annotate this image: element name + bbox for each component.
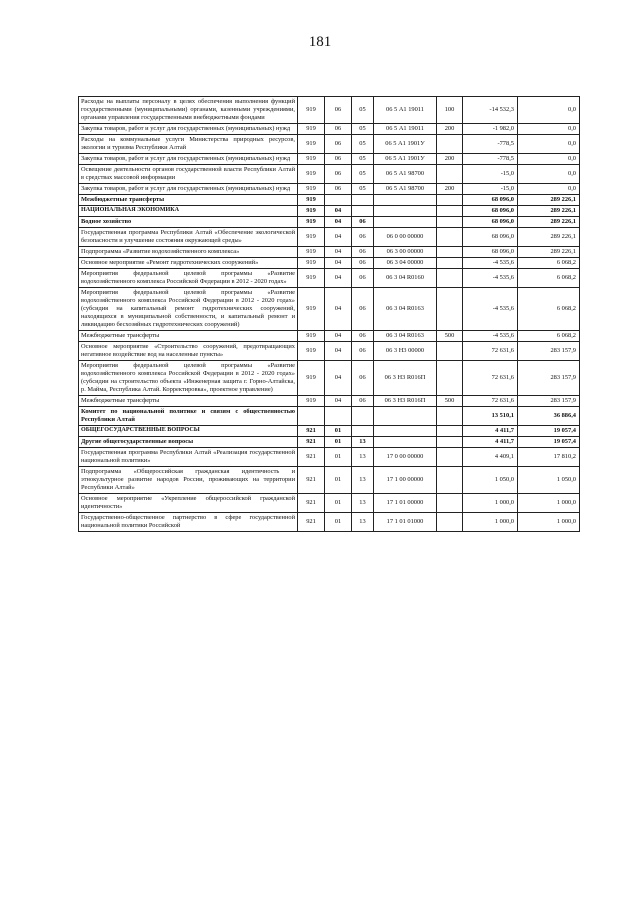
expense-type-cell: 100 [437, 97, 463, 124]
target-article-cell: 06 3 04 R0163 [374, 288, 437, 331]
subsection-code-cell [352, 426, 374, 437]
section-code-cell: 01 [325, 426, 352, 437]
amount-year-1-cell: 68 096,0 [463, 195, 518, 206]
amount-year-1-cell: 68 096,0 [463, 217, 518, 228]
amount-year-1-cell: -4 535,6 [463, 288, 518, 331]
table-row [79, 448, 580, 467]
expense-type-cell: 200 [437, 184, 463, 195]
amount-year-2-cell: 6 068,2 [518, 331, 580, 342]
expense-type-cell [437, 426, 463, 437]
amount-year-2-cell: 17 810,2 [518, 448, 580, 467]
section-code-cell: 04 [325, 288, 352, 331]
target-article-cell [374, 437, 437, 448]
target-article-cell: 06 5 А1 19011 [374, 97, 437, 124]
section-code-cell: 04 [325, 217, 352, 228]
section-code-cell: 04 [325, 331, 352, 342]
target-article-cell: 06 5 А1 1901У [374, 154, 437, 165]
table-row [79, 437, 580, 448]
expense-type-cell [437, 342, 463, 361]
table-row [79, 426, 580, 437]
ministry-code-cell: 919 [298, 342, 325, 361]
amount-year-1-cell: 13 510,1 [463, 407, 518, 426]
subsection-code-cell: 06 [352, 396, 374, 407]
target-article-cell: 06 3 04 00000 [374, 258, 437, 269]
row-name-cell: Расходы на коммунальные услуги Министерства природных ресурсов, экологии и туризма Республики Алтай [79, 135, 298, 154]
expense-type-cell: 500 [437, 396, 463, 407]
expense-type-cell [437, 269, 463, 288]
amount-year-1-cell: -4 535,6 [463, 258, 518, 269]
table-row [79, 407, 580, 426]
ministry-code-cell: 919 [298, 165, 325, 184]
target-article-cell: 06 5 А1 1901У [374, 135, 437, 154]
expense-type-cell [437, 494, 463, 513]
target-article-cell: 06 3 00 00000 [374, 247, 437, 258]
expense-type-cell [437, 217, 463, 228]
amount-year-1-cell: 4 411,7 [463, 426, 518, 437]
table-row [79, 467, 580, 494]
amount-year-2-cell: 0,0 [518, 135, 580, 154]
section-code-cell: 06 [325, 97, 352, 124]
amount-year-2-cell: 1 000,0 [518, 494, 580, 513]
table-row [79, 288, 580, 331]
row-name-cell: Закупка товаров, работ и услуг для государственных (муниципальных) нужд [79, 184, 298, 195]
amount-year-1-cell: 4 411,7 [463, 437, 518, 448]
ministry-code-cell: 919 [298, 331, 325, 342]
row-name-cell: Расходы на выплаты персоналу в целях обеспечения выполнения функций государственными (муниципальными) органами, казенными учреждениями, органами управления государственными внебюджетными фондами [79, 97, 298, 124]
target-article-cell [374, 407, 437, 426]
subsection-code-cell: 06 [352, 228, 374, 247]
subsection-code-cell: 06 [352, 288, 374, 331]
subsection-code-cell: 05 [352, 135, 374, 154]
ministry-code-cell: 919 [298, 184, 325, 195]
ministry-code-cell: 919 [298, 154, 325, 165]
target-article-cell: 06 3 Н3 00000 [374, 342, 437, 361]
subsection-code-cell [352, 206, 374, 217]
target-article-cell: 06 5 А1 19011 [374, 124, 437, 135]
subsection-code-cell: 05 [352, 154, 374, 165]
section-code-cell: 04 [325, 206, 352, 217]
amount-year-1-cell: 4 409,1 [463, 448, 518, 467]
amount-year-2-cell: 19 057,4 [518, 426, 580, 437]
row-name-cell: Закупка товаров, работ и услуг для государственных (муниципальных) нужд [79, 154, 298, 165]
amount-year-2-cell: 6 068,2 [518, 269, 580, 288]
table-row [79, 331, 580, 342]
subsection-code-cell: 13 [352, 513, 374, 532]
target-article-cell: 17 1 01 00000 [374, 494, 437, 513]
ministry-code-cell: 921 [298, 494, 325, 513]
target-article-cell: 06 3 04 R0163 [374, 331, 437, 342]
amount-year-2-cell: 283 157,9 [518, 396, 580, 407]
subsection-code-cell: 05 [352, 165, 374, 184]
section-code-cell: 01 [325, 437, 352, 448]
amount-year-2-cell: 283 157,9 [518, 342, 580, 361]
subsection-code-cell: 13 [352, 437, 374, 448]
subsection-code-cell: 05 [352, 97, 374, 124]
target-article-cell [374, 206, 437, 217]
section-code-cell: 06 [325, 135, 352, 154]
table-body [79, 97, 580, 532]
row-name-cell: ОБЩЕГОСУДАРСТВЕННЫЕ ВОПРОСЫ [79, 426, 298, 437]
table-row [79, 154, 580, 165]
expense-type-cell [437, 513, 463, 532]
ministry-code-cell: 919 [298, 269, 325, 288]
target-article-cell: 06 3 04 R0160 [374, 269, 437, 288]
amount-year-1-cell: -4 535,6 [463, 331, 518, 342]
target-article-cell: 06 5 А1 98700 [374, 184, 437, 195]
row-name-cell: Комитет по национальной политике и связям с общественностью Республики Алтай [79, 407, 298, 426]
expense-type-cell [437, 247, 463, 258]
section-code-cell: 01 [325, 448, 352, 467]
expense-type-cell [437, 195, 463, 206]
expense-type-cell: 500 [437, 331, 463, 342]
ministry-code-cell: 921 [298, 437, 325, 448]
amount-year-2-cell: 0,0 [518, 97, 580, 124]
section-code-cell: 04 [325, 342, 352, 361]
ministry-code-cell: 919 [298, 396, 325, 407]
amount-year-2-cell: 1 000,0 [518, 513, 580, 532]
ministry-code-cell [298, 407, 325, 426]
target-article-cell: 06 0 00 00000 [374, 228, 437, 247]
row-name-cell: Подпрограмма «Общероссийская гражданская идентичность и этнокультурное развитие народов России, проживающих на территории Республики Алтай» [79, 467, 298, 494]
subsection-code-cell: 13 [352, 494, 374, 513]
target-article-cell: 06 5 А1 98700 [374, 165, 437, 184]
row-name-cell: Государственная программа Республики Алтай «Обеспечение экологической безопасности и улучшение состояния окружающей среды» [79, 228, 298, 247]
amount-year-2-cell: 289 226,1 [518, 247, 580, 258]
subsection-code-cell [352, 195, 374, 206]
section-code-cell: 06 [325, 165, 352, 184]
table-row [79, 124, 580, 135]
amount-year-1-cell: 72 631,6 [463, 396, 518, 407]
amount-year-2-cell: 6 068,2 [518, 258, 580, 269]
table-row [79, 228, 580, 247]
expense-type-cell [437, 135, 463, 154]
expense-type-cell [437, 165, 463, 184]
amount-year-2-cell: 6 068,2 [518, 288, 580, 331]
amount-year-1-cell: 1 050,0 [463, 467, 518, 494]
ministry-code-cell: 921 [298, 467, 325, 494]
table-row [79, 494, 580, 513]
amount-year-1-cell: 1 000,0 [463, 513, 518, 532]
ministry-code-cell: 921 [298, 513, 325, 532]
target-article-cell [374, 217, 437, 228]
table-row [79, 165, 580, 184]
row-name-cell: Мероприятия федеральной целевой программы «Развитие водохозяйственного комплекса Российской Федерации в 2012 - 2020 годах» (субсидия на капитальный ремонт гидротехнических сооружений, находящихся в муниципальной собственности, и капитальный ремонт и ликвидацию бесхозяйных гидротехнических сооружений) [79, 288, 298, 331]
amount-year-1-cell: -15,0 [463, 184, 518, 195]
target-article-cell [374, 426, 437, 437]
ministry-code-cell: 919 [298, 97, 325, 124]
amount-year-1-cell: 68 096,0 [463, 228, 518, 247]
section-code-cell: 06 [325, 124, 352, 135]
expense-type-cell [437, 206, 463, 217]
subsection-code-cell: 06 [352, 247, 374, 258]
section-code-cell: 04 [325, 269, 352, 288]
row-name-cell: Водное хозяйство [79, 217, 298, 228]
subsection-code-cell: 06 [352, 217, 374, 228]
expense-type-cell [437, 228, 463, 247]
section-code-cell: 04 [325, 228, 352, 247]
ministry-code-cell: 919 [298, 361, 325, 396]
amount-year-2-cell: 0,0 [518, 154, 580, 165]
row-name-cell: Межбюджетные трансферты [79, 396, 298, 407]
ministry-code-cell: 919 [298, 288, 325, 331]
expense-type-cell [437, 467, 463, 494]
budget-table [78, 96, 580, 532]
row-name-cell: Основное мероприятие «Укрепление общероссийской гражданской идентичности» [79, 494, 298, 513]
section-code-cell [325, 195, 352, 206]
page-number: 181 [308, 34, 332, 50]
ministry-code-cell: 921 [298, 448, 325, 467]
table-row [79, 269, 580, 288]
subsection-code-cell: 05 [352, 184, 374, 195]
section-code-cell: 06 [325, 154, 352, 165]
table-row [79, 135, 580, 154]
row-name-cell: Государственная программа Республики Алтай «Реализация государственной национальной политики» [79, 448, 298, 467]
amount-year-1-cell: -1 982,0 [463, 124, 518, 135]
amount-year-1-cell: -778,5 [463, 135, 518, 154]
amount-year-1-cell: 68 096,0 [463, 247, 518, 258]
expense-type-cell [437, 258, 463, 269]
table-row [79, 513, 580, 532]
amount-year-2-cell: 289 226,1 [518, 228, 580, 247]
ministry-code-cell: 919 [298, 247, 325, 258]
amount-year-2-cell: 289 226,1 [518, 217, 580, 228]
subsection-code-cell: 13 [352, 448, 374, 467]
amount-year-2-cell: 0,0 [518, 124, 580, 135]
row-name-cell: Освещение деятельности органов государственной власти Республики Алтай в средствах массовой информации [79, 165, 298, 184]
target-article-cell: 17 1 01 01000 [374, 513, 437, 532]
table-row [79, 361, 580, 396]
row-name-cell: Закупка товаров, работ и услуг для государственных (муниципальных) нужд [79, 124, 298, 135]
table-row [79, 97, 580, 124]
expense-type-cell: 200 [437, 154, 463, 165]
section-code-cell: 04 [325, 258, 352, 269]
table-row [79, 184, 580, 195]
section-code-cell: 01 [325, 494, 352, 513]
table-row [79, 247, 580, 258]
table-row [79, 195, 580, 206]
amount-year-1-cell: 72 631,6 [463, 361, 518, 396]
row-name-cell: НАЦИОНАЛЬНАЯ ЭКОНОМИКА [79, 206, 298, 217]
amount-year-2-cell: 0,0 [518, 165, 580, 184]
target-article-cell: 17 1 00 00000 [374, 467, 437, 494]
section-code-cell: 04 [325, 247, 352, 258]
section-code-cell: 01 [325, 467, 352, 494]
ministry-code-cell: 919 [298, 206, 325, 217]
table-row [79, 342, 580, 361]
subsection-code-cell [352, 407, 374, 426]
amount-year-1-cell: -778,5 [463, 154, 518, 165]
expense-type-cell [437, 437, 463, 448]
row-name-cell: Основное мероприятие «Строительство сооружений, предотвращающих негативное воздействие вод на населенные пункты» [79, 342, 298, 361]
amount-year-1-cell: -14 532,3 [463, 97, 518, 124]
expense-type-cell: 200 [437, 124, 463, 135]
row-name-cell: Мероприятия федеральной целевой программы «Развитие водохозяйственного комплекса Российской Федерации в 2012 - 2020 годах» [79, 269, 298, 288]
row-name-cell: Другие общегосударственные вопросы [79, 437, 298, 448]
row-name-cell: Мероприятия федеральной целевой программы «Развитие водохозяйственного комплекса Российской Федерации в 2012 - 2020 годах» (субсидии на строительство объекта «Инженерная защита г. Горно-Алтайска, р. Майма, Республика Алтай. Корректировка», проектное управление) [79, 361, 298, 396]
target-article-cell: 06 3 Н3 R016П [374, 361, 437, 396]
target-article-cell [374, 195, 437, 206]
row-name-cell: Подпрограмма «Развитие водохозяйственного комплекса» [79, 247, 298, 258]
ministry-code-cell: 919 [298, 228, 325, 247]
section-code-cell: 04 [325, 361, 352, 396]
ministry-code-cell: 919 [298, 258, 325, 269]
subsection-code-cell: 06 [352, 342, 374, 361]
section-code-cell: 06 [325, 184, 352, 195]
table-row [79, 217, 580, 228]
target-article-cell: 06 3 Н3 R016П [374, 396, 437, 407]
section-code-cell: 01 [325, 513, 352, 532]
ministry-code-cell: 919 [298, 217, 325, 228]
table-row [79, 206, 580, 217]
amount-year-2-cell: 289 226,1 [518, 195, 580, 206]
subsection-code-cell: 05 [352, 124, 374, 135]
amount-year-2-cell: 289 226,1 [518, 206, 580, 217]
section-code-cell: 04 [325, 396, 352, 407]
subsection-code-cell: 13 [352, 467, 374, 494]
subsection-code-cell: 06 [352, 331, 374, 342]
table-row [79, 258, 580, 269]
row-name-cell: Межбюджетные трансферты [79, 331, 298, 342]
expense-type-cell [437, 288, 463, 331]
amount-year-2-cell: 0,0 [518, 184, 580, 195]
amount-year-2-cell: 283 157,9 [518, 361, 580, 396]
target-article-cell: 17 0 00 00000 [374, 448, 437, 467]
row-name-cell: Государственно-общественное партнерство в сфере государственной национальной политики Российской [79, 513, 298, 532]
amount-year-2-cell: 19 057,4 [518, 437, 580, 448]
expense-type-cell [437, 448, 463, 467]
amount-year-2-cell: 1 050,0 [518, 467, 580, 494]
ministry-code-cell: 919 [298, 124, 325, 135]
amount-year-1-cell: 72 631,6 [463, 342, 518, 361]
section-code-cell [325, 407, 352, 426]
amount-year-1-cell: -4 535,6 [463, 269, 518, 288]
subsection-code-cell: 06 [352, 361, 374, 396]
ministry-code-cell: 919 [298, 135, 325, 154]
expense-type-cell [437, 361, 463, 396]
amount-year-2-cell: 36 886,4 [518, 407, 580, 426]
table-row [79, 396, 580, 407]
ministry-code-cell: 919 [298, 195, 325, 206]
amount-year-1-cell: 68 096,0 [463, 206, 518, 217]
expense-type-cell [437, 407, 463, 426]
ministry-code-cell: 921 [298, 426, 325, 437]
amount-year-1-cell: 1 000,0 [463, 494, 518, 513]
amount-year-1-cell: -15,0 [463, 165, 518, 184]
row-name-cell: Основное мероприятие «Ремонт гидротехнических сооружений» [79, 258, 298, 269]
subsection-code-cell: 06 [352, 269, 374, 288]
subsection-code-cell: 06 [352, 258, 374, 269]
row-name-cell: Межбюджетные трансферты [79, 195, 298, 206]
